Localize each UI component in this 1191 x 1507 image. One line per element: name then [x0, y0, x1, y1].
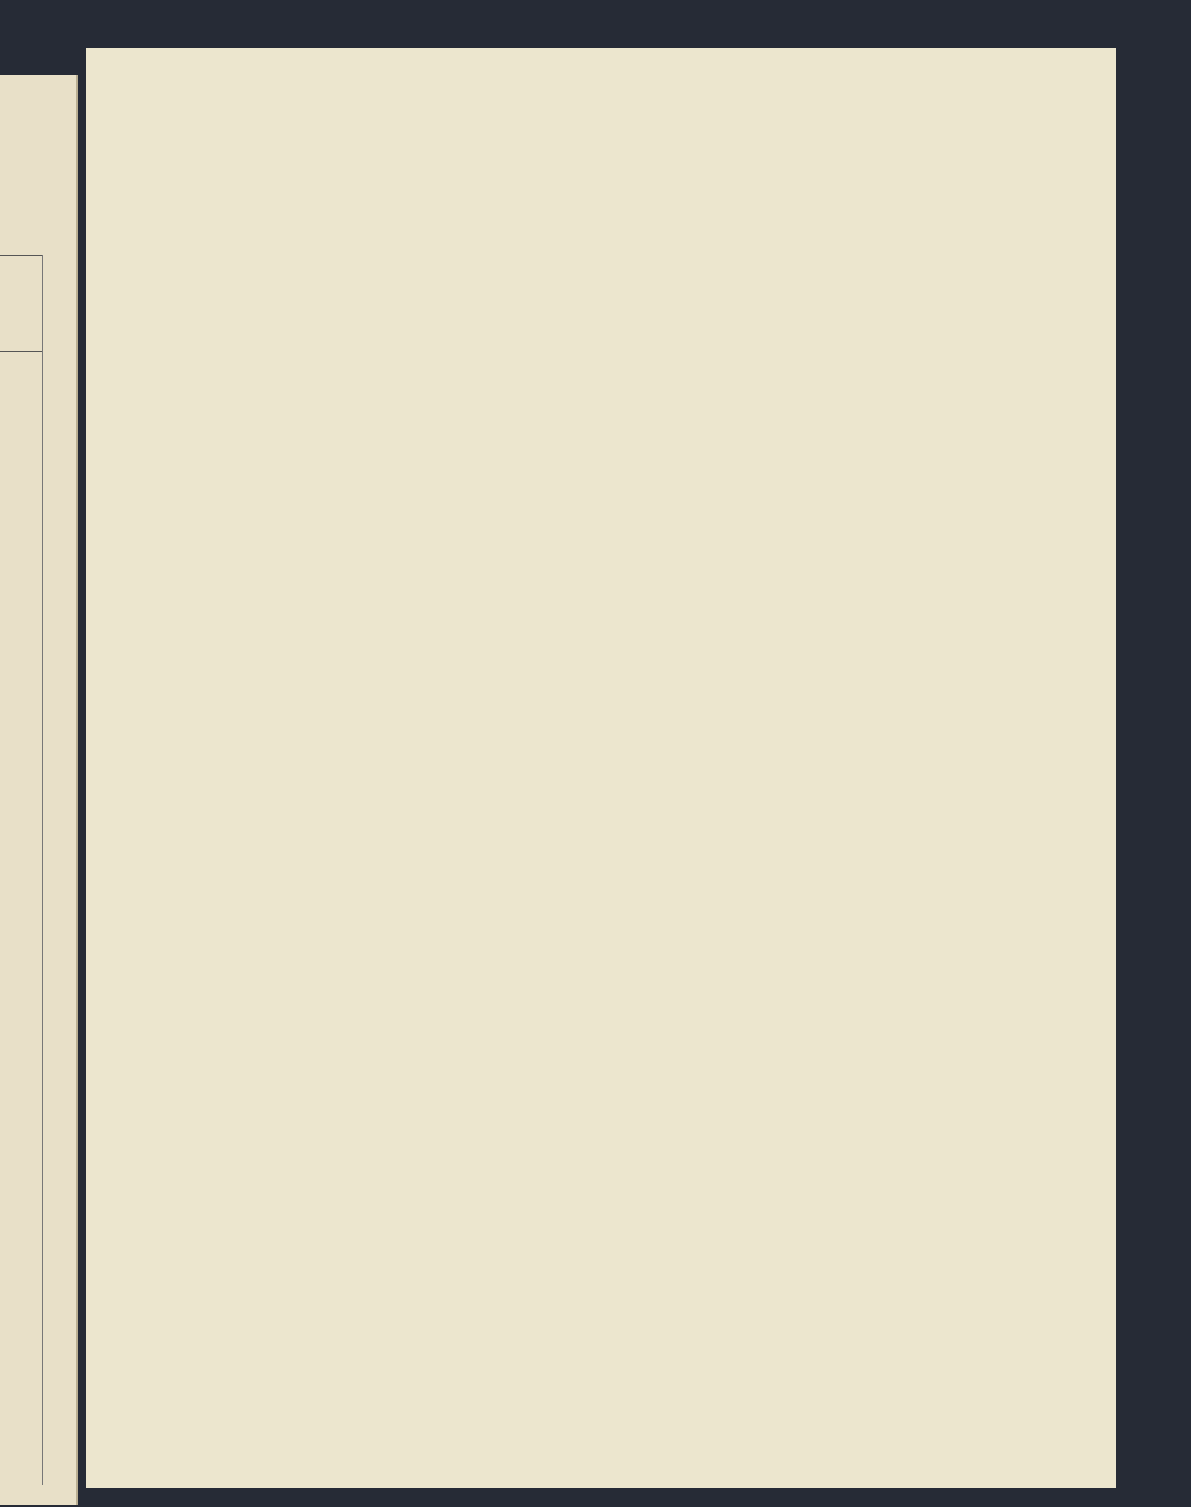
page [86, 48, 1116, 1488]
left-page-fragment [0, 75, 78, 1505]
left-rule [42, 255, 43, 1485]
left-header-cell [0, 255, 43, 352]
